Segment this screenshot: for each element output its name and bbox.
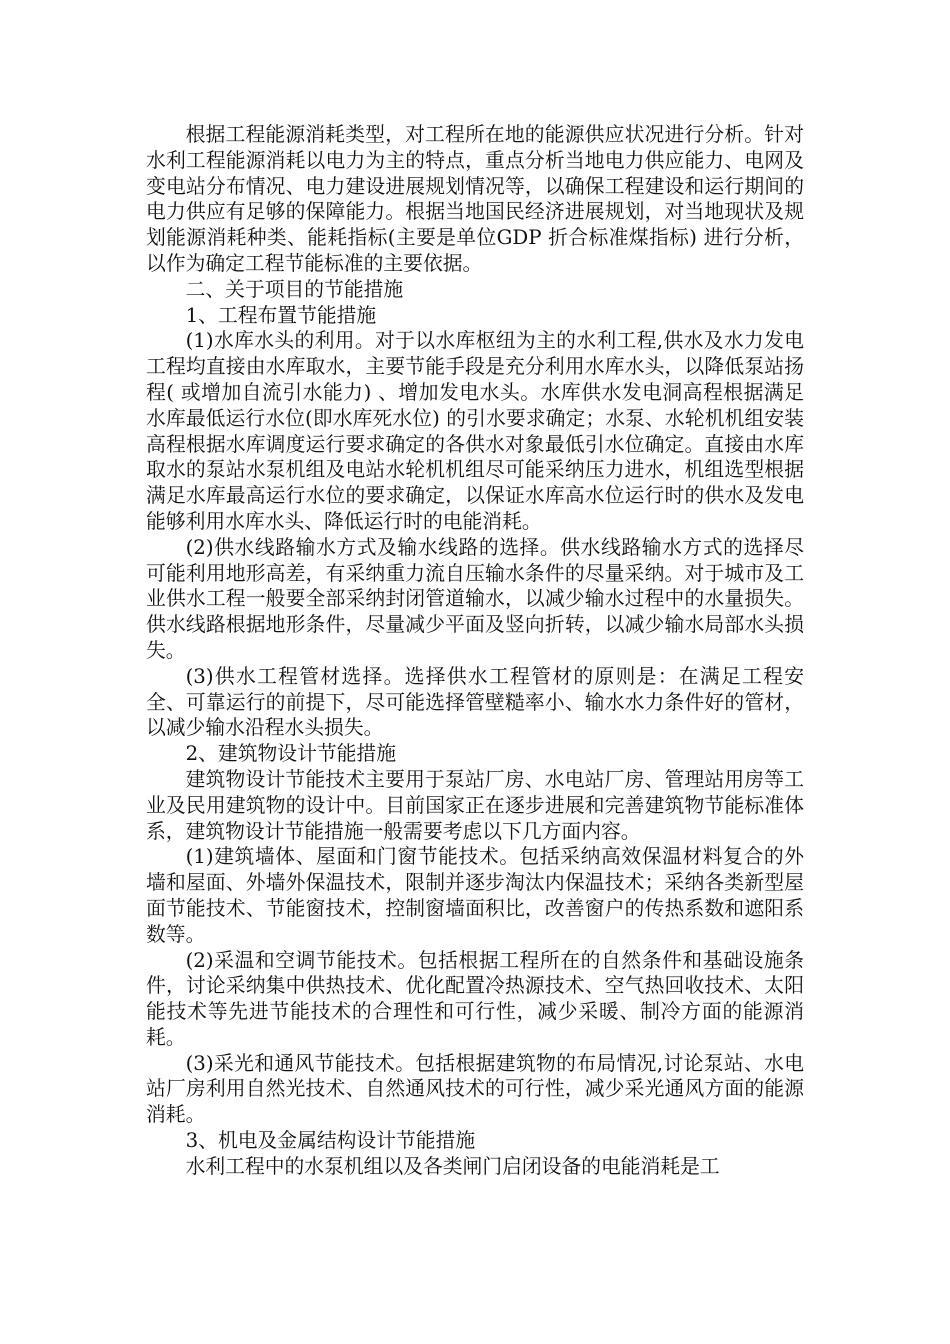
paragraph-wall-roof-window: (1)建筑墙体、屋面和门窗节能技术。包括采纳高效保温材料复合的外墙和屋面、外墙外保温技术，限制并逐步淘汰内保温技术；采纳各类新型屋面节能技术、节能窗技术，控制窗墙面积比，改善窗户的传热系数和遮阳系数等。: [146, 845, 804, 946]
paragraph-reservoir-head: (1)水库水头的利用。对于以水库枢纽为主的水利工程,供水及水力发电工程均直接由水库取水，主要节能手段是充分利用水库水头，以降低泵站扬程( 或增加自流引水能力) 、增加发电水头。水库供水发电洞高程根据满足水库最低运行水位(即水库死水位) 的引水要求确定；水泵、水轮机机组安装高程根据水库调度运行要求确定的各供水对象最低引水位确定。直接由水库取水的泵站水泵机组及电站水轮机机组尽可能采纳压力进水，机组选型根据满足水库最高运行水位的要求确定，以保证水库高水位运行时的供水及发电能够利用水库水头、降低运行时的电能消耗。: [146, 329, 804, 533]
subsection-heading-building-measures: 2、建筑物设计节能措施: [185, 742, 396, 766]
paragraph-heating-ac: (2)采温和空调节能技术。包括根据工程所在的自然条件和基础设施条件，讨论采纳集中供热技术、优化配置冷热源技术、空气热回收技术、太阳能技术等先进节能技术的合理性和可行性，减少采暖、制冷方面的能源消耗。: [146, 948, 804, 1049]
paragraph-energy-supply-analysis: 根据工程能源消耗类型，对工程所在地的能源供应状况进行分析。针对水利工程能源消耗以电力为主的特点，重点分析当地电力供应能力、电网及变电站分布情况、电力建设进展规划情况等，以确保工程建设和运行期间的电力供应有足够的保障能力。根据当地国民经济进展规划，对当地现状及规划能源消耗种类、能耗指标(主要是单位GDP 折合标准煤指标) 进行分析，以作为确定工程节能标准的主要依据。: [146, 123, 804, 275]
document-body: [146, 122, 804, 1180]
subsection-heading-layout-measures: 1、工程布置节能措施: [185, 303, 377, 327]
section-heading-energy-measures: 二、关于项目的节能措施: [185, 277, 404, 301]
paragraph-pump-gate-energy: 水利工程中的水泵机组以及各类闸门启闭设备的电能消耗是工: [185, 1154, 720, 1178]
paragraph-pipe-material: (3)供水工程管材选择。选择供水工程管材的原则是：在满足工程安全、可靠运行的前提下，尽可能选择管壁糙率小、输水水力条件好的管材，以减少输水沿程水头损失。: [146, 664, 804, 740]
paragraph-lighting-ventilation: (3)采光和通风节能技术。包括根据建筑物的布局情况,讨论泵站、水电站厂房利用自然光技术、自然通风技术的可行性，减少采光通风方面的能源消耗。: [146, 1051, 804, 1127]
paragraph-water-supply-route: (2)供水线路输水方式及输水线路的选择。供水线路输水方式的选择尽可能利用地形高差，有采纳重力流自压输水条件的尽量采纳。对于城市及工业供水工程一般要全部采纳封闭管道输水，以减少输水过程中的水量损失。供水线路根据地形条件，尽量减少平面及竖向折转，以减少输水局部水头损失。: [146, 535, 804, 662]
subsection-heading-mechanical-measures: 3、机电及金属结构设计节能措施: [185, 1129, 476, 1153]
paragraph-building-design-intro: 建筑物设计节能技术主要用于泵站厂房、水电站厂房、管理站用房等工业及民用建筑物的设计中。目前国家正在逐步进展和完善建筑物节能标准体系，建筑物设计节能措施一般需要考虑以下几方面内容。: [146, 767, 804, 843]
